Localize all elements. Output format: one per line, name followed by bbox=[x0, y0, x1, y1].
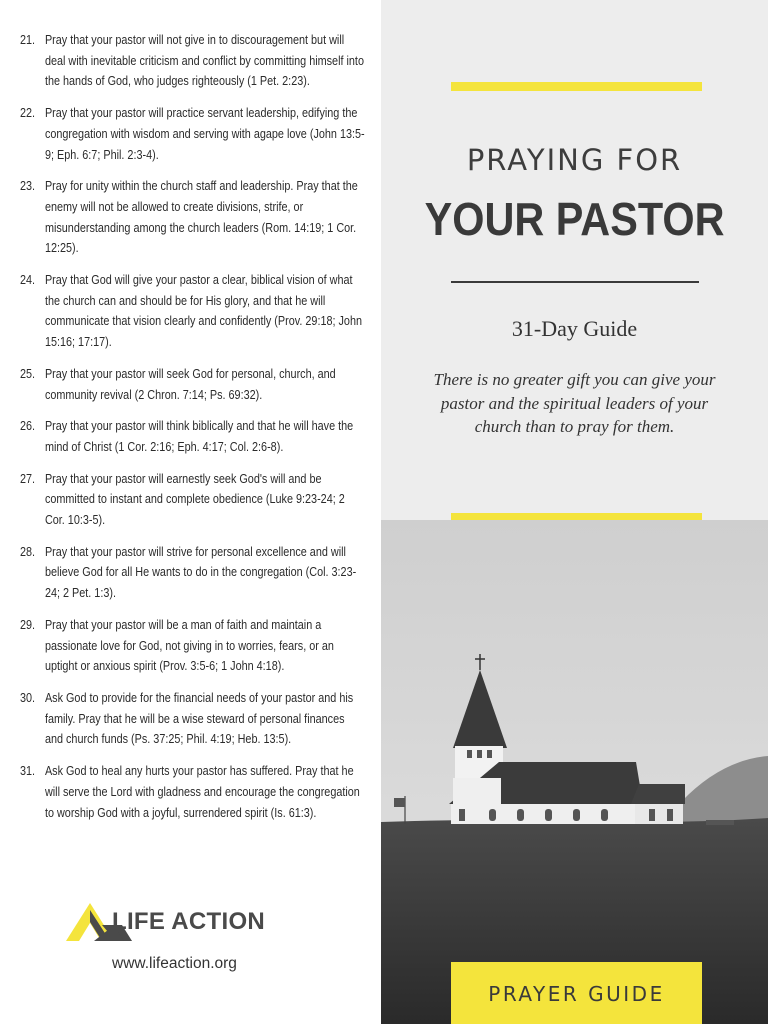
item-text: Pray that your pastor will practice servant leadership, edifying the congregation with wisdom and serving with agape love (John 13:5-9; Eph. 6:7; Phil. 2:3-4). bbox=[44, 106, 365, 162]
list-item bbox=[20, 761, 365, 823]
item-text: Pray that your pastor will seek God for personal, church, and community revival (2 Chron. 7:14; Ps. 69:32). bbox=[44, 366, 336, 402]
item-text: Pray that your pastor will strive for personal excellence and will believe God for all He wants to do in the congregation (Col. 3:23-24; 2 Pet. 1:3). bbox=[44, 544, 357, 601]
list-item bbox=[20, 469, 365, 531]
list-item bbox=[20, 615, 365, 677]
list-item bbox=[20, 103, 365, 165]
item-number: 29. bbox=[20, 617, 36, 632]
list-item bbox=[20, 688, 365, 750]
subtitle: 31-Day Guide bbox=[511, 316, 638, 341]
logo-text: LIFE ACTION bbox=[112, 908, 266, 935]
item-number: 30. bbox=[20, 690, 36, 705]
prayer-list bbox=[20, 30, 365, 834]
item-text: Pray that God will give your pastor a clear, biblical vision of what the church can and should be for His glory, and that he will communicate that vision clearly and confidently (Prov. 29:18; John 15:16; 17:17). bbox=[44, 273, 363, 350]
title-divider bbox=[451, 281, 699, 283]
page-title: YOUR PASTOR bbox=[424, 193, 725, 245]
cover-header bbox=[381, 0, 768, 520]
item-number: 26. bbox=[20, 419, 36, 434]
flag-icon bbox=[394, 798, 405, 807]
item-number: 27. bbox=[20, 471, 36, 486]
list-item bbox=[20, 542, 365, 604]
item-number: 25. bbox=[20, 366, 36, 381]
accent-bar-top bbox=[451, 82, 702, 91]
item-number: 22. bbox=[20, 106, 36, 121]
item-text: Ask God to provide for the financial needs of your pastor and his family. Pray that he will be a wise steward of personal finances and church funds (Ps. 37:25; Phil. 4:19; Heb. 13:5). bbox=[44, 690, 354, 747]
website-url: www.lifeaction.org bbox=[112, 955, 237, 972]
item-text: Pray that your pastor will be a man of faith and maintain a passionate love for God, not giving in to worries, fears, or an uptight or anxious spirit (Prov. 3:5-6; 1 John 4:18). bbox=[44, 617, 334, 674]
cover-panel bbox=[381, 0, 768, 1024]
list-item bbox=[20, 30, 365, 92]
item-number: 24. bbox=[20, 273, 36, 288]
item-number: 21. bbox=[20, 33, 36, 47]
item-text: Pray for unity within the church staff and leadership. Pray that the enemy will not be allowed to create divisions, strife, or misunderstanding among the church leaders (Rom. 14:19; 1 Cor. 12:25). bbox=[44, 179, 358, 256]
item-text: Pray that your pastor will not give in to discouragement but will deal with inevitable criticism and conflict by committing himself into the hands of God, who judges righteously (1 Pet. 2:23). bbox=[44, 33, 364, 89]
item-number: 31. bbox=[20, 764, 36, 779]
intro-quote: There is no greater gift you can give your pastor and the spiritual leaders of your church than to pray for them. bbox=[433, 370, 716, 436]
item-number: 23. bbox=[20, 179, 36, 194]
title-line-1: PRAYING FOR bbox=[466, 143, 683, 177]
list-item bbox=[20, 416, 365, 457]
list-item bbox=[20, 364, 365, 405]
prayer-guide-badge: PRAYER GUIDE bbox=[451, 962, 702, 1024]
item-text: Pray that your pastor will think biblically and that he will have the mind of Christ (1 Cor. 2:16; Eph. 4:17; Col. 2:6-8). bbox=[44, 419, 354, 454]
list-item bbox=[20, 270, 365, 353]
item-text: Ask God to heal any hurts your pastor has suffered. Pray that he will serve the Lord with gladness and encourage the congregation to worship God with a joyful, surrendered spirit (Is. 61:3). bbox=[44, 764, 360, 820]
list-item bbox=[20, 176, 365, 259]
item-text: Pray that your pastor will earnestly seek God's will and be committed to instant and complete obedience (Luke 9:23-24; 2 Cor. 10:3-5). bbox=[44, 471, 345, 528]
church-photo bbox=[381, 520, 768, 1024]
prayer-list-panel bbox=[0, 0, 381, 1024]
item-number: 28. bbox=[20, 544, 36, 559]
